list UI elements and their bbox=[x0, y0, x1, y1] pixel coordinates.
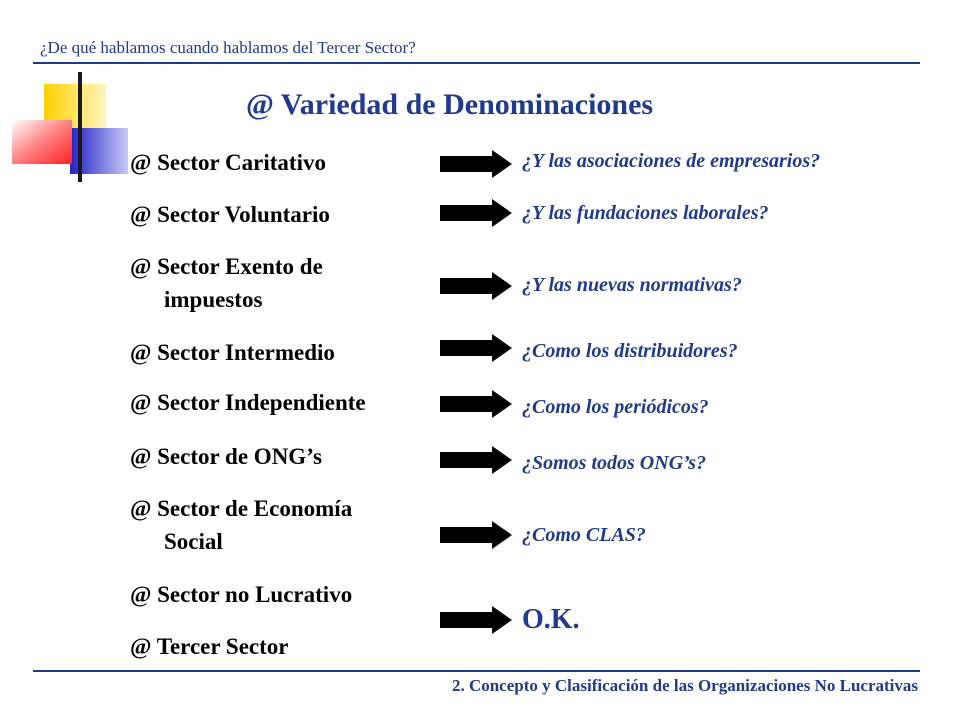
list-item bbox=[130, 250, 323, 316]
question-text: ¿Y las nuevas normativas? bbox=[522, 274, 742, 296]
list-item bbox=[130, 386, 366, 419]
item-text: @ Sector de Economía bbox=[130, 496, 353, 521]
item-text: @ Sector Exento de bbox=[130, 254, 323, 279]
right-arrow-icon bbox=[440, 521, 512, 549]
item-text: @ Sector Caritativo bbox=[130, 150, 326, 175]
right-arrow-icon bbox=[440, 272, 512, 300]
question-text: ¿Como los distribuidores? bbox=[522, 340, 738, 362]
list-item bbox=[130, 146, 326, 179]
right-arrow-icon bbox=[440, 390, 512, 418]
question-text: ¿Y las fundaciones laborales? bbox=[522, 202, 769, 224]
item-text: @ Sector de ONG’s bbox=[130, 444, 322, 469]
question-text: ¿Y las asociaciones de empresarios? bbox=[522, 150, 821, 172]
question-text: ¿Como los periódicos? bbox=[522, 396, 709, 418]
footer-divider bbox=[33, 670, 920, 672]
right-arrow-icon bbox=[440, 606, 512, 634]
list-item bbox=[130, 198, 330, 231]
item-text-continued: impuestos bbox=[164, 287, 263, 312]
header-title: ¿De qué hablamos cuando hablamos del Tercer Sector? bbox=[40, 38, 416, 57]
slide-title: @ Variedad de Denominaciones bbox=[246, 88, 654, 121]
right-arrow-icon bbox=[440, 199, 512, 227]
conclusion-text: O.K. bbox=[522, 604, 580, 635]
list-item bbox=[130, 578, 352, 611]
question-text: ¿Somos todos ONG’s? bbox=[522, 452, 707, 474]
item-text: @ Sector Voluntario bbox=[130, 202, 330, 227]
right-arrow-icon bbox=[440, 150, 512, 178]
list-item bbox=[130, 336, 335, 369]
list-item bbox=[130, 630, 289, 663]
decorative-squares-graphic bbox=[0, 0, 130, 200]
right-arrow-icon bbox=[440, 446, 512, 474]
item-text-continued: Social bbox=[164, 529, 223, 554]
header-divider bbox=[33, 62, 920, 64]
footer-text: 2. Concepto y Clasificación de las Organizaciones No Lucrativas bbox=[451, 676, 918, 695]
list-item bbox=[130, 492, 352, 558]
list-item bbox=[130, 440, 322, 473]
item-text: @ Sector Independiente bbox=[130, 390, 366, 415]
item-text: @ Sector no Lucrativo bbox=[130, 582, 353, 607]
question-text: ¿Como CLAS? bbox=[522, 524, 646, 546]
item-text: @ Tercer Sector bbox=[130, 634, 289, 659]
item-text: @ Sector Intermedio bbox=[130, 340, 335, 365]
right-arrow-icon bbox=[440, 334, 512, 362]
